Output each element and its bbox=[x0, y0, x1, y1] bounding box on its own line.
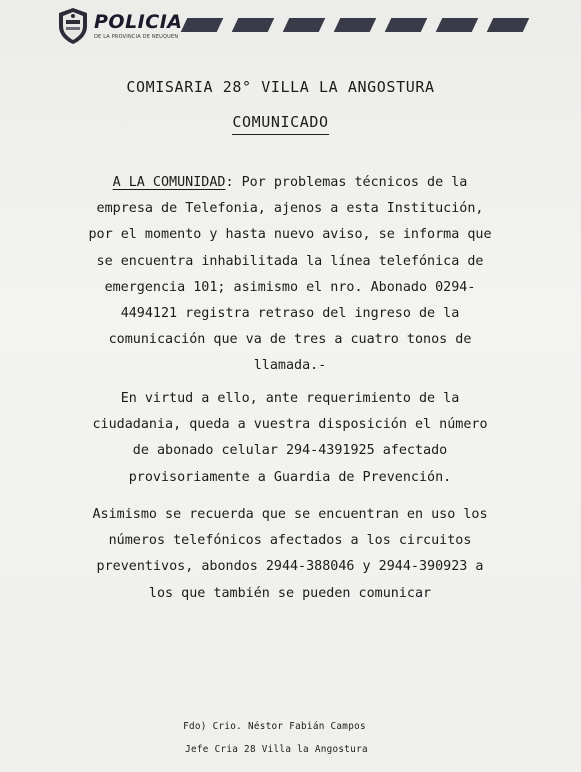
paragraph-line: emergencia 101; asimismo el nro. Abonado 0294- bbox=[104, 279, 476, 295]
signature-name: Fdo) Crio. Néstor Fabián Campos bbox=[183, 721, 366, 732]
paragraph-line: 4494121 registra retraso del ingreso de la bbox=[120, 306, 460, 322]
paragraph-line: empresa de Telefonia, ajenos a esta Institución, bbox=[96, 201, 484, 217]
header-stripe bbox=[487, 18, 530, 32]
paragraph-mobile-number bbox=[40, 386, 540, 491]
subtitle-text: COMUNICADO bbox=[232, 113, 328, 135]
signature-role: Jefe Cria 28 Villa la Angostura bbox=[185, 744, 368, 755]
brand-name: POLICIA bbox=[94, 11, 183, 33]
header-stripe bbox=[181, 18, 224, 32]
paragraph-line: provisoriamente a Guardia de Prevención. bbox=[128, 469, 452, 485]
header-stripe bbox=[385, 18, 428, 32]
header-stripe bbox=[334, 18, 377, 32]
header-stripe bbox=[283, 18, 326, 32]
paragraph-line: los que también se pueden comunicar bbox=[148, 585, 432, 601]
lead-label: A LA COMUNIDAD bbox=[112, 175, 226, 190]
paragraph-line: preventivos, abondos 2944-388046 y 2944-390923 a bbox=[96, 559, 484, 575]
brand-subtitle: DE LA PROVINCIA DE NEUQUEN bbox=[94, 34, 179, 40]
letterhead bbox=[56, 6, 556, 46]
paragraph-line: ciudadania, queda a vuestra disposición el número bbox=[92, 417, 488, 433]
header-stripe bbox=[436, 18, 479, 32]
paragraph-line: Asimismo se recuerda que se encuentran en uso los bbox=[92, 507, 488, 522]
paragraph-community bbox=[40, 170, 540, 380]
lead-rest: : Por problemas técnicos de la bbox=[225, 175, 468, 190]
paragraph-preventive-lines bbox=[40, 502, 540, 607]
document-title: COMISARIA 28° VILLA LA ANGOSTURA bbox=[126, 78, 435, 96]
paragraph-line: En virtud a ello, ante requerimiento de la bbox=[120, 391, 460, 406]
paragraph-line: por el momento y hasta nuevo aviso, se informa que bbox=[88, 227, 492, 243]
paragraph-line: de abonado celular 294-4391925 afectado bbox=[132, 443, 448, 459]
document-subtitle bbox=[0, 113, 571, 131]
paragraph-line: números telefónicos afectados a los circuitos bbox=[108, 533, 472, 549]
paragraph-line: se encuentra inhabilitada la línea telefónica de bbox=[96, 253, 484, 269]
header-stripe bbox=[232, 18, 275, 32]
police-crest-icon bbox=[56, 6, 90, 46]
header-stripes bbox=[184, 18, 526, 32]
paragraph-line: llamada.- bbox=[253, 358, 327, 374]
paragraph-line: comunicación que va de tres a cuatro tonos de bbox=[108, 332, 472, 348]
paragraph-line bbox=[40, 170, 540, 196]
